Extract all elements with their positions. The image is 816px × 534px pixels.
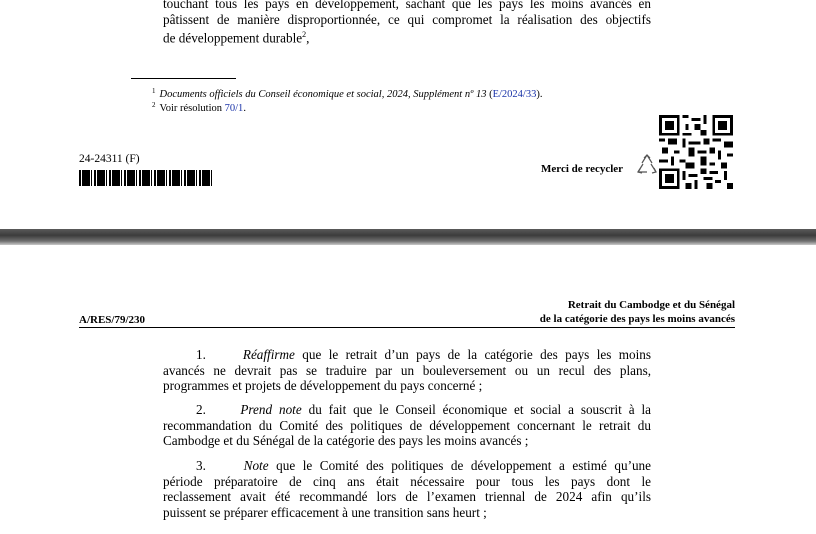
footnote-text: Documents officiels du Conseil économique et social, 2024, Supplément nº 13 — [159, 89, 487, 100]
recycle-icon — [634, 152, 660, 178]
text-line: période préparatoire de cinq ans était nécessaire pour tous les pays dont le — [163, 473, 651, 489]
text-line: de développement durable$^2$, — [163, 30, 310, 46]
document-link[interactable]: E/2024/33 — [492, 89, 537, 100]
text-line: Cambodge et du Sénégal de la catégorie des pays les moins avancés ; — [163, 433, 529, 449]
running-title-line: Retrait du Cambodge et du Sénégal — [567, 299, 735, 311]
recycle-label: Merci de recycler — [541, 163, 624, 175]
document-symbol: A/RES/79/230 — [79, 314, 146, 326]
operative-paragraph-3 — [163, 458, 651, 520]
text-line: touchant tous les pays en développement, sachant que les pays les moins avancés en — [163, 0, 651, 11]
paragraph-keyword: Note — [243, 458, 269, 473]
paragraph-keyword: Réaffirme — [242, 347, 295, 362]
text-line: pâtissent de manière disproportionnée, ce qui compromet la réalisation des objectifs — [163, 11, 651, 27]
footnote-ref[interactable]: 2 — [302, 30, 307, 40]
document-number: 24-24311 (F) — [79, 153, 140, 165]
running-title-line: de la catégorie des pays les moins avancés — [539, 313, 735, 325]
previous-page — [0, 0, 816, 229]
resolution-link[interactable]: 70/1 — [224, 103, 244, 114]
footnote-1: $^1$ Documents officiels du Conseil économique et social, 2024, Supplément nº 13 (E/2024/33). — [152, 87, 543, 100]
operative-paragraph-1 — [163, 347, 651, 394]
barcode-image — [79, 170, 214, 186]
current-page — [0, 245, 816, 534]
footnote-separator — [131, 78, 236, 79]
text-line: recommandation du Comité des politiques de développement concernant le retrait du — [163, 417, 651, 433]
qr-code-image — [659, 115, 733, 189]
text-line: 3. Note que le Comité des politiques de développement a estimé qu’une — [196, 458, 651, 473]
footnote-mark: 2 — [152, 101, 156, 109]
header-rule — [79, 327, 735, 328]
footnote-text: Voir résolution — [159, 103, 225, 114]
page-separator — [0, 229, 816, 245]
footnote-2: $^2$ Voir résolution 70/1. — [152, 101, 246, 114]
paragraph-number: 2. — [196, 402, 206, 417]
footnote-mark: 1 — [152, 87, 156, 95]
paragraph-number: 1. — [196, 347, 206, 362]
text-line: reclassement avait été recommandé lors de l’examen triennal de 2024 afin qu’ils — [163, 489, 651, 505]
running-title — [540, 298, 735, 326]
operative-paragraph-2 — [163, 402, 651, 449]
paragraph-number: 3. — [196, 458, 206, 473]
text-line: puissent se préparer efficacement à une transition sans heurt ; — [163, 504, 487, 520]
paragraph-keyword: Prend note — [240, 402, 302, 417]
top-paragraph — [163, 0, 651, 46]
text-line: programmes et projets de développement du pays concerné ; — [163, 378, 483, 394]
text-line: 1. Réaffirme que le retrait d’un pays de la catégorie des pays les moins — [196, 347, 652, 362]
text-line: 2. Prend note du fait que le Conseil économique et social a souscrit à la — [196, 402, 652, 417]
text-line: avancés ne devrait pas se traduire par un bouleversement ou un recul des plans, — [163, 362, 651, 378]
